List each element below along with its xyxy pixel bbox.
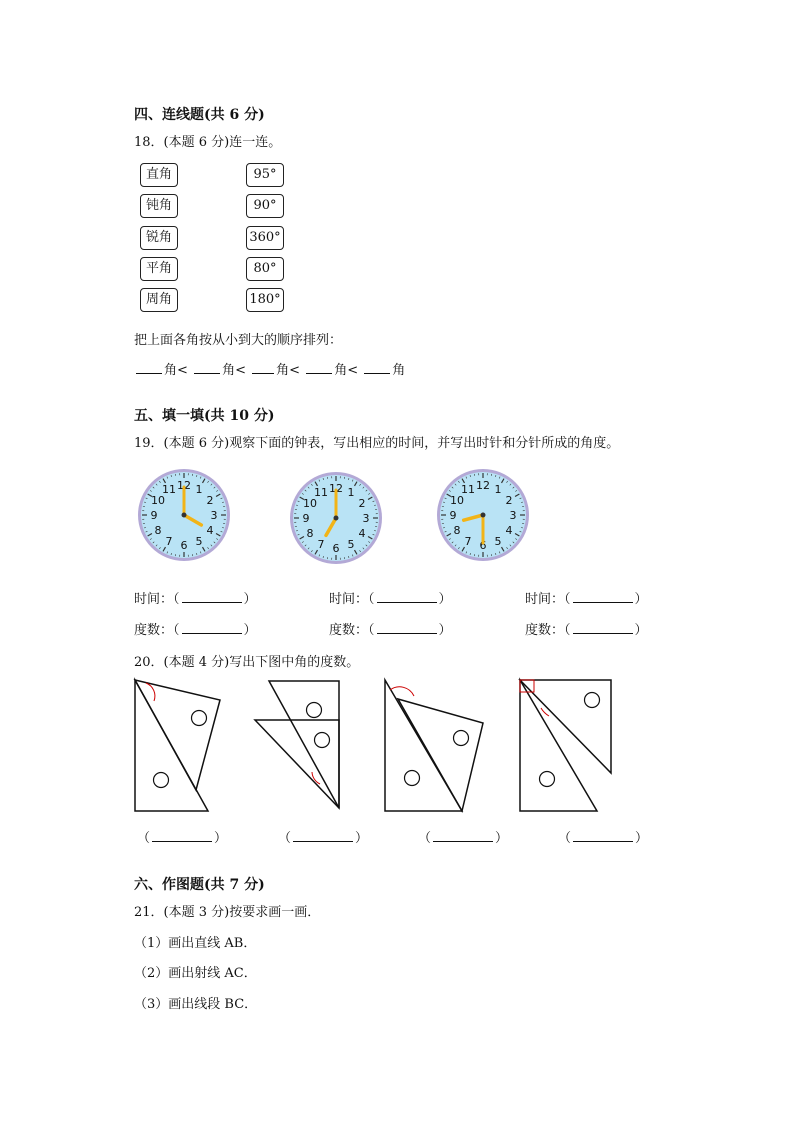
degree-blank[interactable] (182, 621, 242, 634)
clock-number: 7 (317, 537, 325, 551)
clock-number: 11 (314, 486, 328, 500)
question-19: 19．(本题 6 分)观察下面的钟表，写出相应的时间，并写出时针和分针所成的角度。 (134, 436, 620, 451)
degree-label: 度数： (134, 623, 174, 638)
section5-title: 五、填一填(共 10 分) (134, 408, 275, 424)
clock-number: 6 (479, 539, 487, 552)
set-square-figure-3 (384, 678, 488, 814)
match-right-box[interactable]: 180° (246, 288, 284, 312)
clock-number: 7 (464, 534, 472, 548)
clock-number: 2 (358, 497, 366, 510)
clock-number: 8 (453, 524, 461, 537)
figure-answer (137, 827, 227, 846)
figure-answer (278, 827, 368, 846)
time-blank[interactable] (182, 590, 242, 603)
less-than: < (289, 363, 301, 378)
clock-number: 8 (306, 527, 314, 540)
clock-number: 3 (509, 509, 517, 522)
clock-number: 8 (154, 524, 162, 537)
order-blanks (134, 359, 405, 378)
degree-row (134, 619, 257, 638)
clock-number: 7 (165, 534, 173, 548)
clock-number: 9 (449, 509, 457, 522)
angle-word: 角 (392, 363, 406, 378)
degree-blank[interactable] (573, 621, 633, 634)
answer-blank[interactable] (136, 361, 162, 374)
time-blank[interactable] (573, 590, 633, 603)
paren: （ (137, 831, 151, 846)
paren: （ (173, 623, 180, 638)
clock-number: 2 (206, 494, 214, 507)
section6-title: 六、作图题(共 7 分) (134, 877, 265, 893)
degree-label: 度数： (329, 623, 369, 638)
time-row (134, 588, 257, 607)
paren: ） (438, 592, 452, 607)
paren: ） (214, 831, 228, 846)
paren: ） (635, 831, 649, 846)
paren: ） (243, 623, 257, 638)
clock-number: 3 (362, 512, 370, 525)
clock-number: 10 (450, 494, 465, 507)
clock-number: 3 (210, 509, 218, 522)
paren: ） (355, 831, 369, 846)
clock-number: 9 (150, 509, 158, 522)
clock-center (481, 513, 486, 518)
angle-blank[interactable] (152, 829, 212, 842)
paren: ） (495, 831, 509, 846)
clock-number: 9 (302, 512, 310, 525)
paren: （ (368, 592, 375, 607)
set-square-figure-2 (254, 680, 346, 810)
clock-center (334, 516, 339, 521)
question-18: 18．(本题 6 分)连一连。 (134, 135, 282, 150)
clock-number: 1 (494, 483, 502, 497)
angle-word: 角 (276, 363, 290, 378)
clock-number: 5 (347, 537, 355, 551)
clock-number: 4 (358, 527, 366, 540)
angle-blank[interactable] (293, 829, 353, 842)
question-21: 21．(本题 3 分)按要求画一画． (134, 905, 321, 920)
set-square-figure-4 (519, 678, 613, 814)
clock-number: 2 (505, 494, 513, 507)
angle-word: 角 (164, 363, 178, 378)
section4-title: 四、连线题(共 6 分) (134, 107, 265, 123)
clock-number: 5 (195, 534, 203, 548)
angle-word: 角 (222, 363, 236, 378)
time-label: 时间： (525, 592, 565, 607)
clock-number: 12 (177, 479, 191, 492)
angle-blank[interactable] (433, 829, 493, 842)
clock-center (182, 513, 187, 518)
paren: ） (438, 623, 452, 638)
paren: （ (418, 831, 432, 846)
answer-blank[interactable] (252, 361, 274, 374)
clock-number: 11 (461, 483, 475, 497)
drawing-task: （2）画出射线 AC． (134, 966, 257, 981)
clock-number: 5 (494, 534, 502, 548)
set-square-figure-1 (134, 678, 226, 814)
degree-label: 度数： (525, 623, 565, 638)
angle-blank[interactable] (573, 829, 633, 842)
degree-row (329, 619, 452, 638)
match-left-box[interactable]: 钝角 (140, 194, 178, 218)
clock-face (136, 467, 232, 563)
figure-answer (558, 827, 648, 846)
match-right-box[interactable]: 360° (246, 226, 284, 250)
clock-face (288, 470, 384, 566)
figure-answer (418, 827, 508, 846)
less-than: < (235, 363, 246, 378)
degree-blank[interactable] (377, 621, 437, 634)
clock-number: 11 (162, 483, 176, 497)
paren: （ (564, 623, 571, 638)
match-left-box[interactable]: 周角 (140, 288, 178, 312)
paren: （ (564, 592, 571, 607)
clock-number: 4 (206, 524, 214, 537)
less-than: < (347, 363, 359, 378)
answer-blank[interactable] (306, 361, 332, 374)
clock-number: 4 (505, 524, 513, 537)
paren: （ (368, 623, 375, 638)
answer-blank[interactable] (194, 361, 220, 374)
paren: ） (634, 623, 648, 638)
time-row (329, 588, 452, 607)
clock-number: 12 (476, 479, 490, 492)
clock-number: 6 (332, 542, 340, 555)
order-prompt: 把上面各角按从小到大的顺序排列： (134, 333, 343, 348)
paren: ） (243, 592, 257, 607)
clock-number: 12 (329, 482, 343, 495)
clock-number: 10 (303, 497, 318, 510)
time-label: 时间： (134, 592, 174, 607)
match-left-box[interactable]: 直角 (140, 163, 178, 187)
question-20: 20．(本题 4 分)写出下图中角的度数。 (134, 655, 360, 670)
paren: （ (278, 831, 292, 846)
less-than: < (177, 363, 188, 378)
clock-number: 10 (151, 494, 166, 507)
match-right-box[interactable]: 90° (246, 194, 284, 218)
clock-number: 1 (347, 486, 355, 500)
clock-face (435, 467, 531, 563)
time-label: 时间： (329, 592, 369, 607)
clock-number: 6 (180, 539, 188, 552)
paren: （ (558, 831, 572, 846)
answer-blank[interactable] (364, 361, 390, 374)
paren: （ (173, 592, 180, 607)
drawing-task: （3）画出线段 BC． (134, 997, 258, 1012)
match-left-box[interactable]: 平角 (140, 257, 178, 281)
time-blank[interactable] (377, 590, 437, 603)
degree-row (525, 619, 648, 638)
clock-number: 1 (195, 483, 203, 497)
drawing-task: （1）画出直线 AB． (134, 936, 257, 951)
angle-word: 角 (334, 363, 348, 378)
paren: ） (634, 592, 648, 607)
match-right-box[interactable]: 80° (246, 257, 284, 281)
time-row (525, 588, 648, 607)
match-right-box[interactable]: 95° (246, 163, 284, 187)
match-left-box[interactable]: 锐角 (140, 226, 178, 250)
